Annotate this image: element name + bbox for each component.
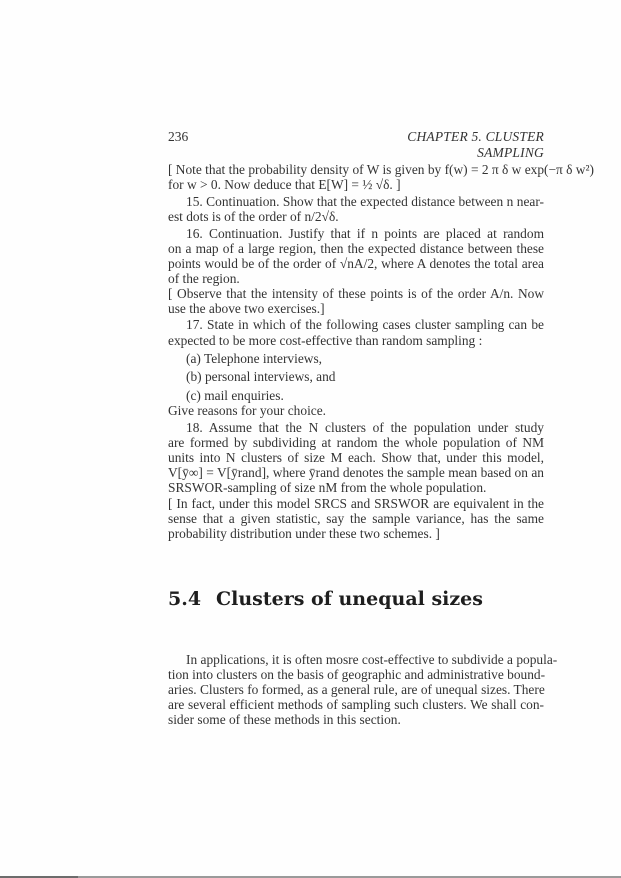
list-item-c: (c) mail enquiries. <box>186 388 284 403</box>
section-heading <box>168 588 483 610</box>
text-line: [ Observe that the intensity of these points is of the order A/n. Now <box>168 286 544 301</box>
text-line: V[ȳ∞] = V[ȳrand], where ȳrand denotes the sample mean based on an <box>168 465 544 480</box>
text-line: aries. Clusters fo formed, as a general rule, are of unequal sizes. There <box>168 682 545 697</box>
section-number: 5.4 <box>168 588 202 610</box>
list-item-b: (b) personal interviews, and <box>186 369 336 384</box>
text-line: SRSWOR-sampling of size nM from the whole population. <box>168 480 487 495</box>
section-title: Clusters of unequal sizes <box>216 588 483 610</box>
text-line: [ In fact, under this model SRCS and SRSWOR are equivalent in the <box>168 496 544 511</box>
exercise-18: 18. Assume that the N clusters of the population under study <box>186 420 544 435</box>
text-line: are several efficient methods of sampling such clusters. We shall con- <box>168 697 544 712</box>
page-number: 236 <box>168 129 189 144</box>
text-line: units into N clusters of size M each. Show that, under this model, <box>168 450 544 465</box>
running-title: CHAPTER 5. CLUSTER SAMPLING <box>407 129 544 160</box>
text-line: on a map of a large region, then the expected distance between these <box>168 241 544 256</box>
text-line: points would be of the order of √nA/2, where A denotes the total area <box>168 256 544 271</box>
text-line: In applications, it is often mosre cost-effective to subdivide a popula- <box>186 652 558 667</box>
exercise-17: 17. State in which of the following cases cluster sampling can be <box>186 317 544 332</box>
exercise-15: 15. Continuation. Show that the expected distance between n near- <box>186 194 544 209</box>
text-line: use the above two exercises.] <box>168 301 325 316</box>
text-line: for w > 0. Now deduce that E[W] = ½ √δ. ] <box>168 177 401 192</box>
list-item-a: (a) Telephone interviews, <box>186 351 323 366</box>
text-line: tion into clusters on the basis of geographic and administrative bound- <box>168 667 546 682</box>
text-line: are formed by subdividing at random the whole population of NM <box>168 435 544 450</box>
text-line: Give reasons for your choice. <box>168 403 327 418</box>
text-line: est dots is of the order of n/2√δ. <box>168 209 339 224</box>
exercise-16: 16. Continuation. Justify that if n points are placed at random <box>186 226 544 241</box>
text-line: sider some of these methods in this section. <box>168 712 401 727</box>
text-line: expected to be more cost-effective than random sampling : <box>168 333 483 348</box>
text-line: sense that a given statistic, say the sample variance, has the same <box>168 511 544 526</box>
text-line: [ Note that the probability density of W is given by f(w) = 2 π δ w exp(−π δ w²) <box>168 162 594 177</box>
text-line: of the region. <box>168 271 240 286</box>
text-line: probability distribution under these two schemes. ] <box>168 526 440 541</box>
